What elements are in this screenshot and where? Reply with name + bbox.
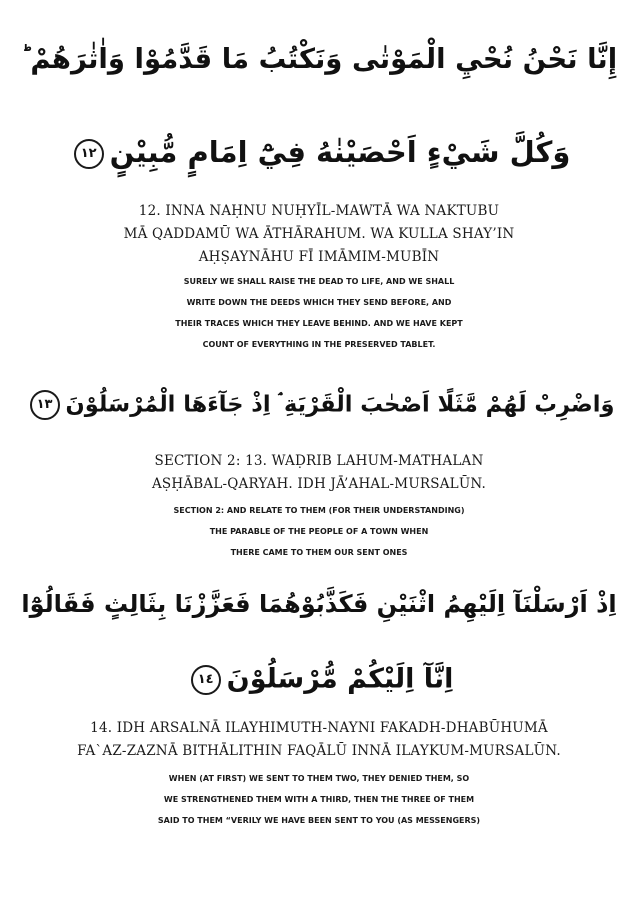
transliteration-line: FA`AZ-ZAZNĀ BITHĀLITHIN FAQĀLŪ INNĀ ILAYKUM-MURSALŪN. bbox=[77, 743, 561, 759]
verse-12-translation bbox=[6, 271, 632, 355]
transliteration-line: AṢḤĀBAL-QARYAH. IDH JĀ’AHAL-MURSALŪN. bbox=[151, 476, 487, 492]
verse-13-number-marker: ١٣ bbox=[30, 390, 60, 420]
translation-line: WHEN (AT FIRST) WE SENT TO THEM TWO, THEY DENIED THEM, SO bbox=[168, 774, 470, 783]
verse-12-number-marker: ١٢ bbox=[74, 139, 104, 169]
transliteration-line: MĀ QADDAMŪ WA ĀTHĀRAHUM. WA KULLA SHAY’IN bbox=[123, 226, 515, 242]
verse-13-arabic-line-1: وَاضْرِبْ لَهُمْ مَّثَلًا اَصْحٰبَ الْقَرْيَةِ ۘ اِذْ جَآءَهَا الْمُرْسَلُوْنَ١٣ bbox=[20, 390, 618, 420]
transliteration-line: 12. INNA NAḤNU NUḤYĪL-MAWTĀ WA NAKTUBU bbox=[138, 203, 500, 219]
translation-line: WRITE DOWN THE DEEDS WHICH THEY SEND BEFORE, AND bbox=[186, 298, 452, 307]
translation-line: SECTION 2: AND RELATE TO THEM (FOR THEIR UNDERSTANDING) bbox=[173, 506, 465, 515]
verse-14-transliteration bbox=[10, 717, 628, 763]
translation-line: COUNT OF EVERYTHING IN THE PRESERVED TABLET. bbox=[202, 340, 436, 349]
verse-12-transliteration bbox=[10, 200, 628, 269]
translation-line: SURELY WE SHALL RAISE THE DEAD TO LIFE, AND WE SHALL bbox=[183, 277, 455, 286]
translation-line: THEIR TRACES WHICH THEY LEAVE BEHIND. AND WE HAVE KEPT bbox=[175, 319, 463, 328]
verse-14-translation bbox=[6, 768, 632, 831]
transliteration-line: AḤṢAYNĀHU FĪ IMĀMIM-MUBĪN bbox=[198, 249, 440, 265]
verse-14-arabic-line-2: اِنَّآ اِلَيْكُمْ مُّرْسَلُوْنَ١٤ bbox=[20, 665, 618, 695]
transliteration-line: 14. IDH ARSALNĀ ILAYHIMUTH-NAYNI FAKADH-DHABŪHUMĀ bbox=[90, 720, 548, 736]
transliteration-line: SECTION 2: 13. WAḌRIB LAHUM-MATHALAN bbox=[154, 453, 484, 469]
verse-12-arabic-line-1: إِنَّا نَحْنُ نُحْيِ الْمَوْتٰى وَنَكْتُبُ مَا قَدَّمُوْا وَاٰثٰرَهُمْ ؕ bbox=[20, 43, 618, 75]
translation-line: THERE CAME TO THEM OUR SENT ONES bbox=[230, 548, 408, 557]
verse-13-transliteration bbox=[10, 450, 628, 496]
translation-line: SAID TO THEM “VERILY WE HAVE BEEN SENT TO YOU (AS MESSENGERS) bbox=[157, 816, 481, 825]
verse-12-arabic-line-2: وَكُلَّ شَيْءٍ اَحْصَيْنٰهُ فِيْٓ اِمَامٍ مُّبِيْنٍ١٢ bbox=[20, 138, 618, 169]
translation-line: WE STRENGTHENED THEM WITH A THIRD, THEN THE THREE OF THEM bbox=[163, 795, 475, 804]
verse-14-arabic-line-1: اِذْ اَرْسَلْنَآ اِلَيْهِمُ اثْنَيْنِ فَكَذَّبُوْهُمَا فَعَزَّزْنَا بِثَالِثٍ فَقَالُوْٓا bbox=[21, 590, 617, 618]
verse-14-number-marker: ١٤ bbox=[191, 665, 221, 695]
translation-line: THE PARABLE OF THE PEOPLE OF A TOWN WHEN bbox=[209, 527, 429, 536]
verse-13-translation bbox=[6, 500, 632, 563]
